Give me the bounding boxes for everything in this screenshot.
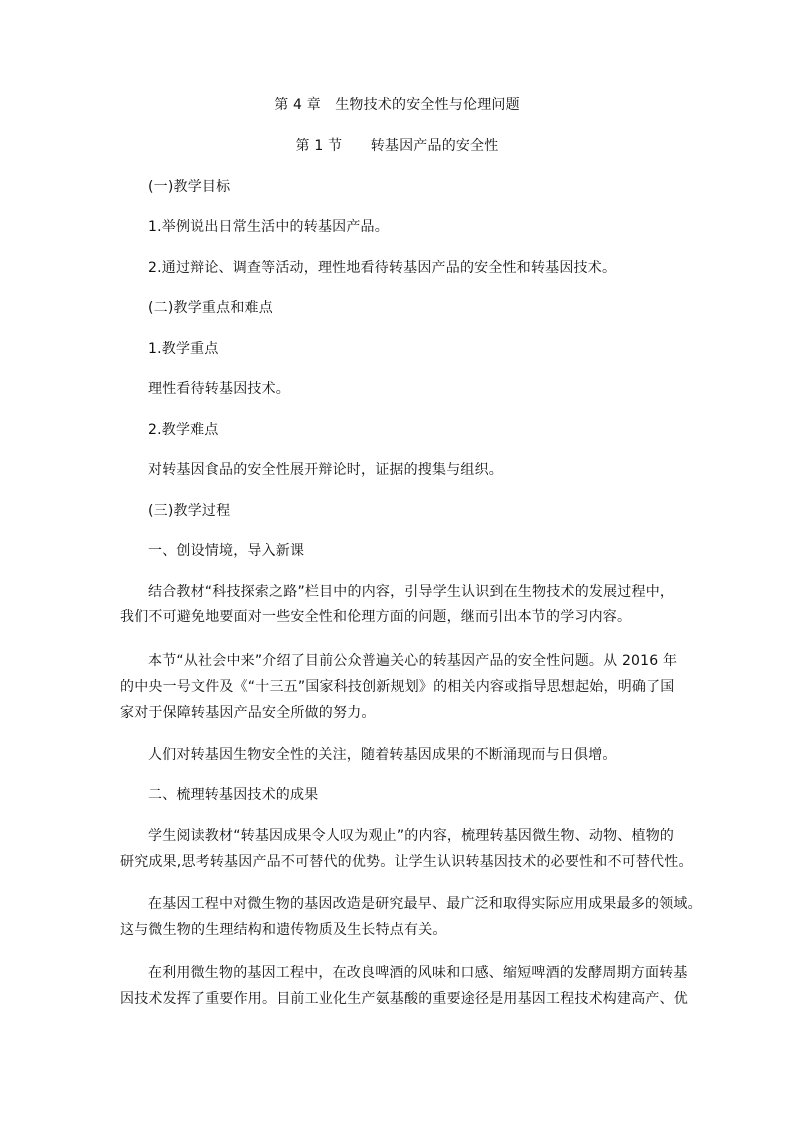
paragraph-line: 人们对转基因生物安全性的关注，随着转基因成果的不断涌现而与日俱增。 (148, 747, 617, 763)
paragraph-line: 本节“从社会中来”介绍了目前公众普遍关心的转基因产品的安全性问题。从 2016 年 (148, 653, 678, 669)
paragraph-line: 研究成果,思考转基因产品不可替代的优势。让学生认识转基因技术的必要性和不可替代性。 (120, 854, 693, 870)
difficulty-text: 对转基因食品的安全性展开辩论时，证据的搜集与组织。 (148, 462, 503, 478)
paragraph-line: 家对于保障转基因产品安全所做的努力。 (120, 705, 376, 721)
section-title: 第 1 节 转基因产品的安全性 (295, 138, 499, 154)
paragraph-line: 这与微生物的生理结构和遗传物质及生长特点有关。 (120, 922, 447, 938)
paragraph-line: 的中央一号文件及《“十三五”国家科技创新规划》的相关内容或指导思想起始，明确了国 (120, 679, 675, 695)
key-point-heading: 1.教学重点 (148, 341, 219, 357)
process-step-2-heading: 二、梳理转基因技术的成果 (148, 787, 319, 803)
paragraph-line: 在利用微生物的基因工程中，在改良啤酒的风味和口感、缩短啤酒的发酵周期方面转基 (148, 965, 688, 981)
heading-key-points: (二)教学重点和难点 (148, 300, 273, 316)
paragraph-line: 我们不可避免地要面对一些安全性和伦理方面的问题，继而引出本节的学习内容。 (120, 609, 632, 625)
paragraph-line: 学生阅读教材“转基因成果令人叹为观止”的内容，梳理转基因微生物、动物、植物的 (148, 828, 675, 844)
paragraph-line: 在基因工程中对微生物的基因改造是研究最早、最广泛和取得实际应用成果最多的领域。 (148, 896, 702, 912)
heading-objectives: (一)教学目标 (148, 179, 231, 195)
paragraph-line: 结合教材“科技探索之路”栏目中的内容，引导学生认识到在生物技术的发展过程中， (148, 584, 675, 600)
heading-process: (三)教学过程 (148, 503, 231, 519)
objective-2: 2.通过辩论、调查等活动，理性地看待转基因产品的安全性和转基因技术。 (148, 260, 617, 276)
objective-1: 1.举例说出日常生活中的转基因产品。 (148, 219, 389, 235)
paragraph-line: 因技术发挥了重要作用。目前工业化生产氨基酸的重要途径是用基因工程技术构建高产、优 (120, 991, 688, 1007)
chapter-title: 第 4 章 生物技术的安全性与伦理问题 (274, 97, 520, 113)
key-point-text: 理性看待转基因技术。 (148, 381, 290, 397)
difficulty-heading: 2.教学难点 (148, 422, 219, 438)
process-step-1-heading: 一、创设情境，导入新课 (148, 543, 305, 559)
